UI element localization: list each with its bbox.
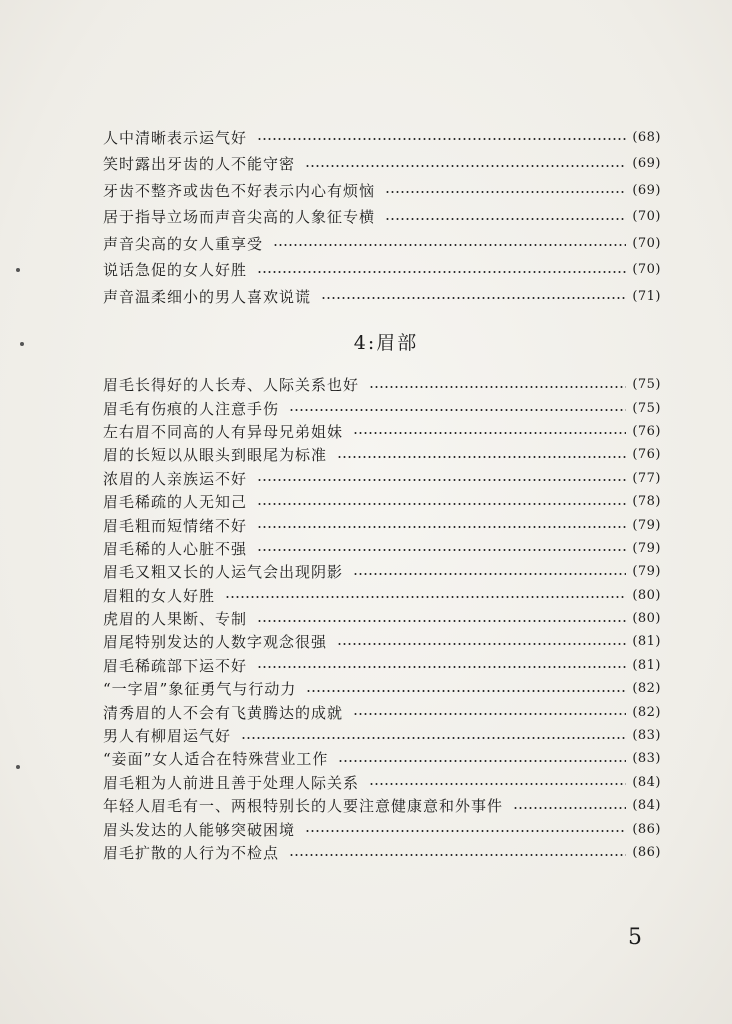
toc-entry-title: 眉毛又粗又长的人运气会出现阴影 [103,563,344,582]
toc-entry-title: 眉毛稀疏的人无知己 [103,493,248,512]
toc-entry-title: 声音尖高的女人重享受 [103,234,264,253]
punch-hole-mark [16,765,20,769]
dot-leader [385,218,626,220]
toc-entry-page: (76) [632,423,661,439]
toc-entry-page: (79) [632,540,661,556]
toc-entry-title: 声音温柔细小的男人喜欢说谎 [103,287,312,306]
toc-entry-title: “妾面”女人适合在特殊营业工作 [103,750,329,769]
toc-entry-page: (70) [632,262,661,278]
toc-entry [103,771,661,794]
toc-entry-page: (69) [632,182,661,198]
toc-entry-page: (71) [632,288,661,304]
dot-leader [257,479,626,481]
toc-entry-title: 眉毛稀疏部下运不好 [103,656,248,675]
toc-entry-title: 牙齿不整齐或齿色不好表示内心有烦恼 [103,181,376,200]
toc-entry [103,420,661,443]
dot-leader [305,165,626,167]
toc-entry [103,124,661,151]
toc-entry-page: (76) [632,447,661,463]
toc-entry [103,230,661,257]
toc-entry-page: (68) [632,129,661,145]
toc-entry [103,151,661,178]
toc-entry [103,841,661,864]
toc-entry [103,177,661,204]
page-number: 5 [628,925,642,950]
dot-leader [513,807,626,809]
dot-leader [353,713,626,715]
toc-entry-page: (75) [632,377,661,393]
dot-leader [241,737,626,739]
dot-leader [257,549,626,551]
toc-entry-page: (79) [632,564,661,580]
toc-entry-title: 居于指导立场而声音尖高的人象征专横 [103,208,376,227]
toc-entry [103,443,661,466]
toc-entry [103,283,661,310]
dot-leader [257,138,626,140]
dot-leader [257,620,626,622]
toc-entry-page: (82) [632,704,661,720]
toc-entry-page: (81) [632,634,661,650]
dot-leader [257,503,626,505]
toc-entry-page: (86) [632,821,661,837]
dot-leader [305,830,626,832]
toc-entry-title: 眉毛长得好的人长寿、人际关系也好 [103,376,360,395]
toc-entry-title: 虎眉的人果断、专制 [103,610,248,629]
toc-entry-page: (79) [632,517,661,533]
toc-entry-title: 眉粗的女人好胜 [103,586,216,605]
toc-entry-title: 年轻人眉毛有一、两根特别长的人要注意健康意和外事件 [103,797,504,816]
toc-entry [103,467,661,490]
dot-leader [257,271,626,273]
toc-entry-page: (84) [632,774,661,790]
toc-entry-title: 眉毛粗而短情绪不好 [103,516,248,535]
toc-entry-title: 清秀眉的人不会有飞黄腾达的成就 [103,703,344,722]
toc-entry-page: (69) [632,156,661,172]
toc-section-eyebrows [103,373,661,864]
toc-entry-title: 左右眉不同高的人有异母兄弟姐妹 [103,422,344,441]
dot-leader [385,191,626,193]
toc-entry [103,584,661,607]
toc-entry-title: 眉毛扩散的人行为不检点 [103,844,280,862]
toc-entry-page: (86) [632,845,661,860]
dot-leader [257,666,626,668]
toc-entry-page: (80) [632,587,661,603]
dot-leader [353,432,626,434]
toc-entry-title: 眉毛有伤痕的人注意手伤 [103,399,280,418]
toc-entry-title: 男人有柳眉运气好 [103,727,232,746]
toc-entry [103,630,661,653]
toc-entry-page: (70) [632,235,661,251]
toc-entry [103,794,661,817]
toc-entry [103,700,661,723]
toc-entry [103,724,661,747]
dot-leader [353,573,626,575]
toc-entry-title: 眉毛粗为人前进且善于处理人际关系 [103,773,360,792]
dot-leader [225,596,626,598]
dot-leader [273,244,626,246]
dot-leader [289,854,626,856]
toc-entry-title: 说话急促的女人好胜 [103,261,248,280]
toc-entry [103,396,661,419]
toc-entry [103,257,661,284]
toc-entry-page: (83) [632,728,661,744]
toc-entry-page: (70) [632,209,661,225]
toc-entry-page: (84) [632,798,661,814]
toc-entry-page: (78) [632,494,661,510]
toc-entry-title: “一字眉”象征勇气与行动力 [103,680,297,699]
toc-entry-page: (83) [632,751,661,767]
dot-leader [369,386,626,388]
toc-entry [103,677,661,700]
toc-entry-page: (82) [632,681,661,697]
toc-entry-title: 眉的长短以从眼头到眼尾为标准 [103,446,328,465]
dot-leader [321,297,626,299]
dot-leader [257,526,626,528]
toc-entry [103,537,661,560]
dot-leader [337,643,626,645]
toc-entry-title: 眉毛稀的人心脏不强 [103,539,248,558]
toc-entry-title: 笑时露出牙齿的人不能守密 [103,155,296,174]
dot-leader [289,409,626,411]
toc-entry [103,817,661,840]
dot-leader [337,456,626,458]
toc-entry-page: (80) [632,611,661,627]
dot-leader [306,690,626,692]
toc-entry-page: (75) [632,400,661,416]
toc-entry [103,373,661,396]
toc-entry [103,747,661,770]
toc-entry [103,204,661,231]
toc-entry [103,607,661,630]
toc-section-previous [103,124,661,310]
section-heading: 4:眉部 [353,332,419,354]
toc-entry [103,490,661,513]
punch-hole-mark [16,268,20,272]
toc-entry-title: 浓眉的人亲族运不好 [103,469,248,488]
toc-entry [103,654,661,677]
toc-entry [103,513,661,536]
toc-entry-page: (81) [632,657,661,673]
toc-entry-title: 眉头发达的人能够突破困境 [103,820,296,839]
dot-leader [369,783,626,785]
toc-entry-title: 眉尾特别发达的人数字观念很强 [103,633,328,652]
dot-leader [338,760,626,762]
toc-entry-title: 人中清晰表示运气好 [103,128,248,147]
toc-entry [103,560,661,583]
toc-entry-page: (77) [632,470,661,486]
